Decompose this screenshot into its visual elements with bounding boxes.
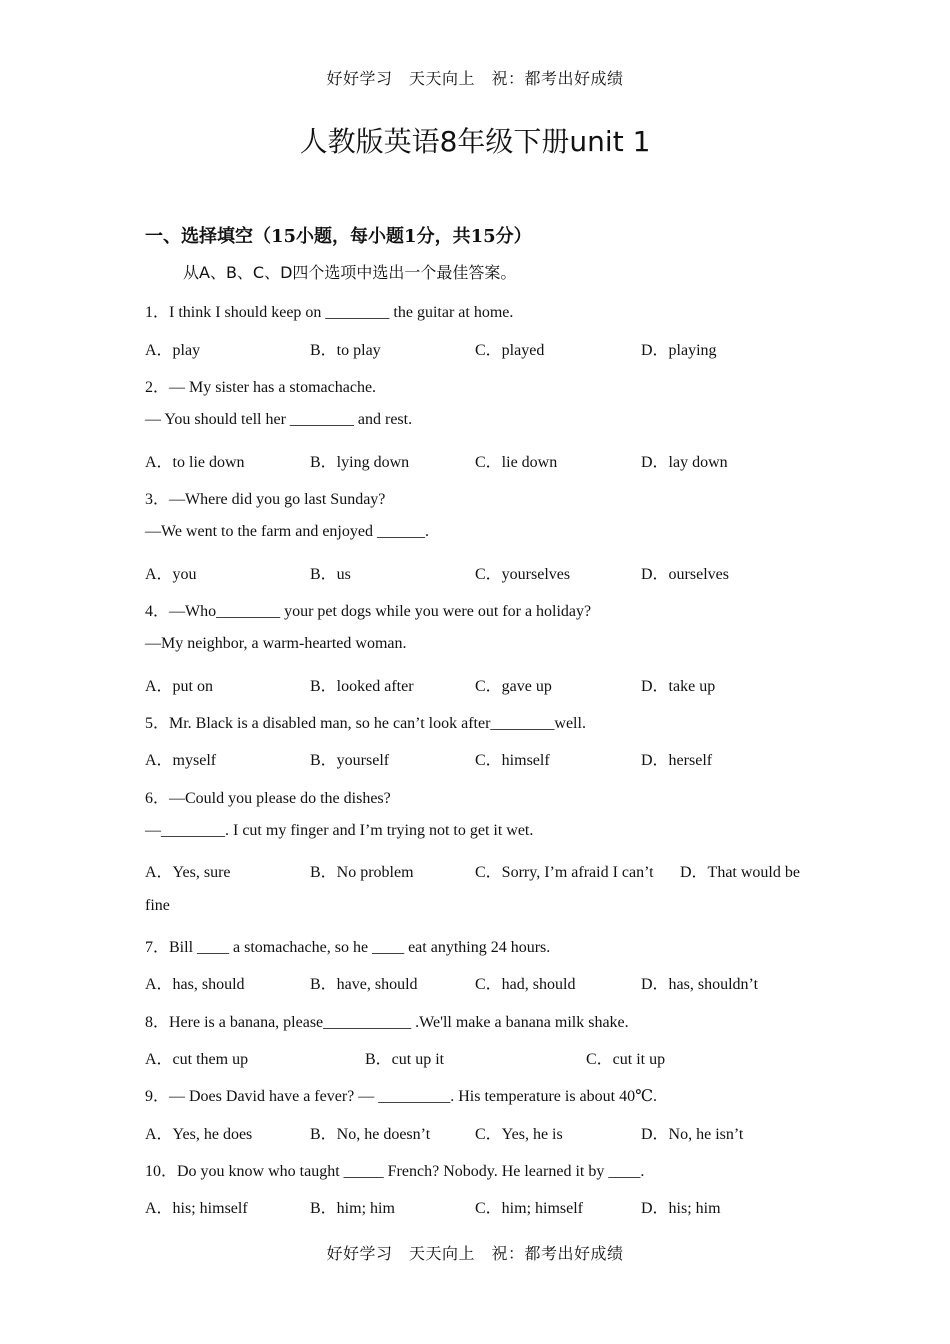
- option-5c: C．himself: [475, 752, 550, 769]
- option-10d: D．his; him: [641, 1200, 721, 1217]
- option-9d: D．No, he isn’t: [641, 1126, 744, 1143]
- page-footer: 好好学习 天天向上 祝：都考出好成绩: [326, 1244, 624, 1263]
- option-3a: A．you: [145, 566, 197, 583]
- option-2d: D．lay down: [641, 454, 728, 471]
- option-9b: B．No, he doesn’t: [310, 1126, 431, 1143]
- option-8a: A．cut them up: [145, 1051, 249, 1068]
- page-header: 好好学习 天天向上 祝：都考出好成绩: [326, 69, 624, 88]
- question-4-line-2: —My neighbor, a warm-hearted woman.: [145, 635, 407, 652]
- option-5a: A．myself: [145, 752, 217, 769]
- option-8c: C．cut it up: [586, 1051, 666, 1068]
- question-2: 2．— My sister has a stomachache.: [145, 379, 377, 396]
- option-3b: B．us: [310, 566, 351, 583]
- option-7c: C．had, should: [475, 976, 576, 993]
- option-1b: B．to play: [310, 342, 381, 359]
- question-8: 8．Here is a banana, please___________ .We'll make a banana milk shake.: [145, 1014, 629, 1031]
- option-9c: C．Yes, he is: [475, 1126, 563, 1143]
- option-3d: D．ourselves: [641, 566, 729, 583]
- question-7: 7．Bill ____ a stomachache, so he ____ eat anything 24 hours.: [145, 939, 551, 956]
- option-7a: A．has, should: [145, 976, 245, 993]
- question-4: 4．—Who________ your pet dogs while you were out for a holiday?: [145, 603, 592, 620]
- question-3-line-2: —We went to the farm and enjoyed ______.: [145, 523, 429, 540]
- option-1a: A．play: [145, 342, 201, 359]
- question-1: 1．I think I should keep on ________ the guitar at home.: [145, 304, 514, 321]
- question-2-line-2: — You should tell her ________ and rest.: [145, 411, 413, 428]
- option-8b: B．cut up it: [365, 1051, 445, 1068]
- question-9: 9．— Does David have a fever? — _________. His temperature is about 40℃.: [145, 1088, 657, 1105]
- option-1d: D．playing: [641, 342, 717, 359]
- option-10a: A．his; himself: [145, 1200, 248, 1217]
- option-4a: A．put on: [145, 678, 214, 695]
- option-4d: D．take up: [641, 678, 716, 695]
- option-3c: C．yourselves: [475, 566, 571, 583]
- question-6-line-2: —________. I cut my finger and I’m trying not to get it wet.: [145, 822, 534, 839]
- option-6b: B．No problem: [310, 864, 414, 881]
- option-6c: C．Sorry, I’m afraid I can’t: [475, 864, 654, 881]
- option-2b: B．lying down: [310, 454, 410, 471]
- option-1c: C．played: [475, 342, 545, 359]
- page-title: 人教版英语8年级下册unit 1: [299, 125, 651, 158]
- option-10c: C．him; himself: [475, 1200, 584, 1217]
- option-2c: C．lie down: [475, 454, 558, 471]
- option-4b: B．looked after: [310, 678, 414, 695]
- option-5b: B．yourself: [310, 752, 390, 769]
- question-6: 6．—Could you please do the dishes?: [145, 790, 391, 807]
- section-instruction: 从A、B、C、D四个选项中选出一个最佳答案。: [183, 263, 517, 282]
- question-5: 5．Mr. Black is a disabled man, so he can’t look after________well.: [145, 715, 586, 732]
- section-heading: 一、选择填空（15小题，每小题1分，共15分）: [145, 226, 532, 247]
- question-10: 10．Do you know who taught _____ French? Nobody. He learned it by ____.: [145, 1163, 645, 1180]
- option-2a: A．to lie down: [145, 454, 245, 471]
- option-5d: D．herself: [641, 752, 713, 769]
- option-6d: D．That would be: [680, 864, 800, 881]
- option-6d-continuation: fine: [145, 897, 170, 914]
- option-4c: C．gave up: [475, 678, 552, 695]
- question-3: 3．—Where did you go last Sunday?: [145, 491, 386, 508]
- option-6a: A．Yes, sure: [145, 864, 231, 881]
- option-7d: D．has, shouldn’t: [641, 976, 759, 993]
- option-9a: A．Yes, he does: [145, 1126, 253, 1143]
- option-10b: B．him; him: [310, 1200, 395, 1217]
- option-7b: B．have, should: [310, 976, 418, 993]
